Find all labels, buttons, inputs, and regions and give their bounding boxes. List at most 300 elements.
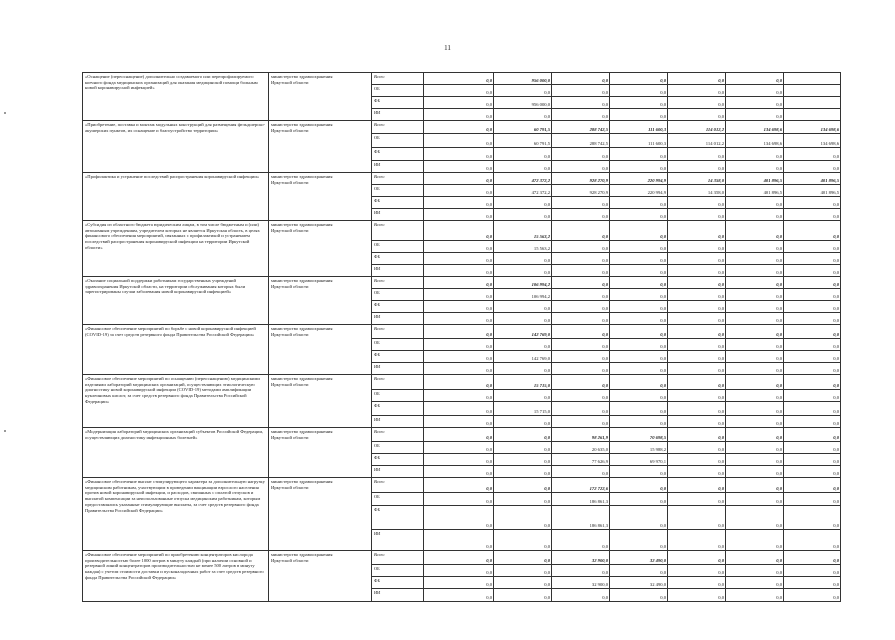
amount-cell: 0,0: [610, 478, 668, 493]
amount-cell: 0,0: [668, 209, 726, 221]
amount-cell: 0,0: [784, 428, 841, 442]
table-row: [83, 375, 841, 390]
amount-cell: 0,0: [668, 551, 726, 565]
amount-cell: 0,0: [726, 161, 784, 173]
amount-cell: 0,0: [784, 313, 841, 325]
amount-cell: 0,0: [784, 530, 841, 551]
table-row: [83, 325, 841, 339]
amount-cell: 0,0: [552, 313, 610, 325]
amount-cell: 0,0: [610, 375, 668, 390]
amount-cell: 0,0: [610, 209, 668, 221]
amount-cell: 0,0: [726, 221, 784, 241]
amount-cell: 0,0: [494, 85, 552, 97]
amount-cell: 0,0: [610, 506, 668, 530]
amount-cell: 0,0: [494, 390, 552, 402]
amount-cell: 0,0: [726, 351, 784, 363]
amount-cell: 0,0: [726, 339, 784, 351]
executor-cell: [269, 428, 372, 478]
amount-cell: 0,0: [668, 442, 726, 454]
amount-cell: 0,0: [610, 221, 668, 241]
amount-cell: 0,0: [610, 161, 668, 173]
amount-cell: 0,0: [784, 375, 841, 390]
amount-cell: 0,0: [424, 277, 494, 289]
amount-cell: 0,0: [494, 109, 552, 121]
amount-cell: 0,0: [424, 339, 494, 351]
amount-cell: 0,0: [668, 402, 726, 416]
executor-cell: [269, 121, 372, 173]
funding-source: ИИ: [372, 161, 424, 173]
executor-line: Иркутской области: [271, 331, 309, 337]
amount-cell: 0,0: [784, 478, 841, 493]
amount-cell: 0,0: [784, 466, 841, 478]
executor-line: Иркутской области: [271, 179, 309, 185]
amount-cell: 0,0: [668, 565, 726, 577]
amount-cell: 0,0: [424, 466, 494, 478]
amount-cell: 0,0: [784, 289, 841, 301]
amount-cell: 0,0: [610, 466, 668, 478]
amount-cell: 0,0: [668, 390, 726, 402]
amount-cell: 0,0: [668, 325, 726, 339]
amount-cell: 0,0: [610, 253, 668, 265]
executor-line: Иркутской области: [271, 557, 309, 563]
amount-cell: 15 715,0: [494, 402, 552, 416]
amount-cell: 0,0: [726, 493, 784, 506]
amount-cell: 0,0: [726, 148, 784, 161]
amount-cell: 401 896,5: [784, 185, 841, 197]
amount-cell: 0,0: [424, 506, 494, 530]
amount-cell: 60 791,5: [494, 121, 552, 134]
amount-cell: 32 490,0: [610, 577, 668, 589]
amount-cell: 0,0: [726, 197, 784, 209]
table-row: [83, 478, 841, 493]
amount-cell: 69 970,1: [610, 454, 668, 466]
measure-name: «Финансовое обеспечение мероприятий по оснащению (переоснащению) медицинскими изделиями лабораторий медицинских организаций, осуществляющих этиологическую диагностику новой коронавирусной инфекции (COVID-19) методами амплификации нуклеиновых кислот, за счет средств резервного фонда Правительства Российской Федерации»: [83, 375, 269, 428]
funding-source: ИИ: [372, 109, 424, 121]
amount-cell: 928 270,9: [552, 185, 610, 197]
amount-cell: 0,0: [552, 73, 610, 85]
executor-line: министерство здравоохранения: [271, 376, 333, 381]
amount-cell: 0,0: [424, 402, 494, 416]
amount-cell: 0,0: [552, 277, 610, 289]
page-number: 11: [444, 44, 451, 52]
amount-cell: 111 600,3: [610, 121, 668, 134]
amount-cell: 0,0: [424, 351, 494, 363]
funding-source: ФБ: [372, 97, 424, 109]
amount-cell: 134 698,6: [726, 121, 784, 134]
measure-name: «Приобретение, поставка и монтаж модульных конструкций для размещения фельдшерско-акушерских пунктов, их оснащение и благоустройство территории»: [83, 121, 269, 173]
amount-cell: 0,0: [424, 363, 494, 375]
amount-cell: 0,0: [784, 442, 841, 454]
amount-cell: 0,0: [552, 289, 610, 301]
amount-cell: 0,0: [424, 478, 494, 493]
funding-source: Всего: [372, 375, 424, 390]
amount-cell: 15 563,2: [494, 241, 552, 253]
funding-source: Всего: [372, 478, 424, 493]
amount-cell: 0,0: [726, 241, 784, 253]
executor-line: Иркутской области: [271, 484, 309, 490]
amount-cell: 0,0: [552, 530, 610, 551]
amount-cell: 0,0: [610, 313, 668, 325]
amount-cell: 70 698,5: [610, 428, 668, 442]
amount-cell: 0,0: [784, 241, 841, 253]
amount-cell: 0,0: [494, 589, 552, 602]
funding-source: Всего: [372, 277, 424, 289]
amount-cell: 0,0: [610, 565, 668, 577]
amount-cell: 0,0: [668, 313, 726, 325]
amount-cell: 0,0: [726, 478, 784, 493]
amount-cell: 0,0: [726, 109, 784, 121]
amount-cell: 172 722,6: [552, 478, 610, 493]
amount-cell: 0,0: [424, 428, 494, 442]
amount-cell: 0,0: [552, 109, 610, 121]
executor-line: министерство здравоохранения: [271, 174, 333, 179]
measure-name: «Финансовое обеспечение выплат стимулирующего характера за дополнительную нагрузку медицинским работникам, участвующим в проведении вакцинации взрослого населения против новой коронавирусной инфекции, и расходов, связанных с оплатой отпусков и выплатой компенсации за неиспользованные отпуска медицинским работникам, которым предоставлялись указанные стимулирующие выплаты, за счет средств резервного фонда Правительства Российской Федерации»: [83, 478, 269, 551]
amount-cell: 134 698,6: [784, 134, 841, 148]
amount-cell: 0,0: [784, 221, 841, 241]
amount-cell: 0,0: [424, 97, 494, 109]
amount-cell: 0,0: [610, 325, 668, 339]
amount-cell: 0,0: [668, 277, 726, 289]
executor-line: министерство здравоохранения: [271, 222, 333, 227]
amount-cell: 0,0: [494, 428, 552, 442]
amount-cell: 401 896,5: [726, 173, 784, 185]
amount-cell: 142 769,0: [494, 325, 552, 339]
funding-source: ФБ: [372, 197, 424, 209]
executor-line: министерство здравоохранения: [271, 552, 333, 557]
amount-cell: 0,0: [668, 301, 726, 313]
amount-cell: 0,0: [552, 375, 610, 390]
funding-source: ФБ: [372, 301, 424, 313]
amount-cell: 0,0: [668, 85, 726, 97]
executor-line: министерство здравоохранения: [271, 429, 333, 434]
amount-cell: 0,0: [784, 506, 841, 530]
amount-cell: 0,0: [610, 109, 668, 121]
amount-cell: 0,0: [610, 241, 668, 253]
amount-cell: 0,0: [552, 363, 610, 375]
amount-cell: 0,0: [726, 97, 784, 109]
table-row: [83, 121, 841, 134]
amount-cell: 0,0: [784, 577, 841, 589]
amount-cell: 0,0: [552, 97, 610, 109]
amount-cell: 0,0: [726, 325, 784, 339]
amount-cell: 0,0: [726, 402, 784, 416]
amount-cell: 0,0: [494, 506, 552, 530]
amount-cell: 0,0: [424, 73, 494, 85]
amount-cell: 0,0: [726, 209, 784, 221]
funding-source: ФБ: [372, 253, 424, 265]
amount-cell: 0,0: [726, 277, 784, 289]
amount-cell: 956 000,0: [494, 97, 552, 109]
amount-cell: 0,0: [726, 454, 784, 466]
amount-cell: 0,0: [424, 221, 494, 241]
amount-cell: 0,0: [610, 289, 668, 301]
executor-cell: [269, 478, 372, 551]
amount-cell: 0,0: [668, 253, 726, 265]
scan-mark: [4, 430, 6, 432]
funding-source: Всего: [372, 221, 424, 241]
amount-cell: 288 742,5: [552, 121, 610, 134]
table-row: [83, 73, 841, 85]
funding-source: ИИ: [372, 416, 424, 428]
table-row: [83, 173, 841, 185]
amount-cell: 0,0: [784, 402, 841, 416]
amount-cell: 0,0: [424, 442, 494, 454]
amount-cell: 0,0: [552, 265, 610, 277]
amount-cell: 0,0: [424, 109, 494, 121]
amount-cell: 0,0: [726, 301, 784, 313]
amount-cell: 0,0: [552, 565, 610, 577]
funding-source: ОБ: [372, 565, 424, 577]
amount-cell: 0,0: [424, 265, 494, 277]
amount-cell: 0,0: [424, 313, 494, 325]
funding-source: Всего: [372, 428, 424, 442]
amount-cell: 0,0: [668, 589, 726, 602]
amount-cell: 220 994,9: [610, 173, 668, 185]
amount-cell: 0,0: [424, 197, 494, 209]
table-row: [83, 221, 841, 241]
amount-cell: 0,0: [424, 325, 494, 339]
funding-source: ФБ: [372, 577, 424, 589]
amount-cell: [784, 73, 841, 85]
amount-cell: 0,0: [726, 442, 784, 454]
amount-cell: 32 900,0: [552, 551, 610, 565]
amount-cell: 220 994,9: [610, 185, 668, 197]
amount-cell: 14 358,0: [668, 173, 726, 185]
amount-cell: 0,0: [424, 565, 494, 577]
amount-cell: 0,0: [726, 390, 784, 402]
amount-cell: 15 563,2: [494, 221, 552, 241]
amount-cell: 0,0: [668, 339, 726, 351]
amount-cell: 0,0: [784, 551, 841, 565]
executor-line: министерство здравоохранения: [271, 326, 333, 331]
amount-cell: 0,0: [424, 134, 494, 148]
amount-cell: 0,0: [784, 589, 841, 602]
amount-cell: 0,0: [668, 454, 726, 466]
amount-cell: 0,0: [726, 530, 784, 551]
amount-cell: 0,0: [668, 363, 726, 375]
executor-line: министерство здравоохранения: [271, 479, 333, 484]
amount-cell: 0,0: [424, 148, 494, 161]
amount-cell: 0,0: [726, 577, 784, 589]
amount-cell: 0,0: [668, 416, 726, 428]
amount-cell: 0,0: [784, 454, 841, 466]
amount-cell: 0,0: [552, 209, 610, 221]
amount-cell: 0,0: [552, 253, 610, 265]
amount-cell: 0,0: [494, 161, 552, 173]
amount-cell: [784, 97, 841, 109]
funding-source: ОБ: [372, 241, 424, 253]
amount-cell: 0,0: [494, 416, 552, 428]
amount-cell: 0,0: [424, 493, 494, 506]
amount-cell: 0,0: [784, 416, 841, 428]
funding-source: ОБ: [372, 493, 424, 506]
amount-cell: 0,0: [494, 197, 552, 209]
amount-cell: 0,0: [668, 530, 726, 551]
amount-cell: 114 012,2: [668, 134, 726, 148]
amount-cell: 15 715,0: [494, 375, 552, 390]
amount-cell: 0,0: [726, 589, 784, 602]
amount-cell: 0,0: [610, 530, 668, 551]
amount-cell: 0,0: [610, 73, 668, 85]
amount-cell: 0,0: [610, 339, 668, 351]
table-row: [83, 551, 841, 565]
amount-cell: 0,0: [726, 506, 784, 530]
amount-cell: 0,0: [726, 565, 784, 577]
amount-cell: 0,0: [668, 466, 726, 478]
measure-name: «Финансовое обеспечение мероприятий по борьбе с новой коронавирусной инфекцией (COVID-19) за счет средств резервного фонда Правительства Российской Федерации»: [83, 325, 269, 375]
executor-line: Иркутской области: [271, 283, 309, 289]
amount-cell: 0,0: [494, 478, 552, 493]
amount-cell: 472 372,2: [494, 173, 552, 185]
amount-cell: 0,0: [424, 301, 494, 313]
amount-cell: 0,0: [494, 209, 552, 221]
funding-source: ИИ: [372, 466, 424, 478]
funding-source: ИИ: [372, 209, 424, 221]
amount-cell: 0,0: [424, 253, 494, 265]
measure-name: «Оснащение (переоснащение) дополнительно создаваемого или перепрофилируемого коечного фонда медицинских организаций для оказания медицинской помощи больным новой коронавирусной инфекцией»: [83, 73, 269, 121]
amount-cell: 0,0: [726, 428, 784, 442]
amount-cell: 77 626,9: [552, 454, 610, 466]
measure-name: «Оказание социальной поддержки работникам государственных учреждений здравоохранения Иркутской области, на территории обслуживания которых были зарегистрированы случаи заболевания новой коронавирусной инфекцией»: [83, 277, 269, 325]
amount-cell: [784, 85, 841, 97]
amount-cell: 0,0: [784, 390, 841, 402]
amount-cell: 142 769,0: [494, 351, 552, 363]
funding-source: ОБ: [372, 85, 424, 97]
amount-cell: 0,0: [424, 289, 494, 301]
amount-cell: 0,0: [424, 185, 494, 197]
amount-cell: 0,0: [668, 351, 726, 363]
amount-cell: 0,0: [784, 325, 841, 339]
amount-cell: 0,0: [552, 402, 610, 416]
amount-cell: 0,0: [726, 85, 784, 97]
amount-cell: 0,0: [552, 416, 610, 428]
measure-name: «Профилактика и устранение последствий распространения коронавирусной инфекции»: [83, 173, 269, 221]
amount-cell: 0,0: [610, 97, 668, 109]
amount-cell: 134 698,6: [784, 121, 841, 134]
amount-cell: 0,0: [726, 289, 784, 301]
executor-line: министерство здравоохранения: [271, 278, 333, 283]
amount-cell: 0,0: [424, 173, 494, 185]
funding-source: ИИ: [372, 363, 424, 375]
amount-cell: 0,0: [552, 301, 610, 313]
amount-cell: 0,0: [494, 493, 552, 506]
funding-source: ОБ: [372, 390, 424, 402]
amount-cell: 0,0: [726, 551, 784, 565]
amount-cell: 0,0: [552, 339, 610, 351]
amount-cell: 0,0: [668, 375, 726, 390]
amount-cell: 0,0: [610, 390, 668, 402]
amount-cell: 0,0: [726, 375, 784, 390]
amount-cell: 0,0: [424, 551, 494, 565]
funding-source: ФБ: [372, 351, 424, 363]
amount-cell: 0,0: [726, 313, 784, 325]
amount-cell: 15 988,2: [610, 442, 668, 454]
amount-cell: 0,0: [668, 97, 726, 109]
executor-line: Иркутской области: [271, 127, 309, 133]
amount-cell: 186 861,3: [552, 506, 610, 530]
amount-cell: 0,0: [552, 197, 610, 209]
funding-source: ФБ: [372, 454, 424, 466]
amount-cell: 0,0: [784, 493, 841, 506]
funding-source: Всего: [372, 325, 424, 339]
amount-cell: 0,0: [784, 265, 841, 277]
amount-cell: 0,0: [784, 301, 841, 313]
amount-cell: 0,0: [494, 454, 552, 466]
funding-source: Всего: [372, 173, 424, 185]
amount-cell: 0,0: [784, 253, 841, 265]
funding-source: ОБ: [372, 185, 424, 197]
amount-cell: 928 270,9: [552, 173, 610, 185]
amount-cell: 0,0: [668, 73, 726, 85]
amount-cell: 0,0: [494, 253, 552, 265]
measure-name: «Финансовое обеспечение мероприятий по приобретению концентраторов кислорода производительностью более 1000 литров в минуту каждый (при наличии основной и резервной линий концентраторов производительностью не менее 500 литров в минуту каждая) с учетом стоимости доставки и пусконаладочных работ за счет средств резервного фонда Правительства Российской Федерации»: [83, 551, 269, 602]
amount-cell: 0,0: [424, 589, 494, 602]
amount-cell: 134 698,6: [726, 134, 784, 148]
measure-name: «Субсидия из областного бюджета юридическим лицам, в том числе бюджетным и (или) автономным учреждениям, учредителем которых не является Иркутская область, в целях финансового обеспечения мероприятий, связанных с профилактикой и устранением последствий распространения коронавирусной инфекции на территории Иркутской области»: [83, 221, 269, 277]
amount-cell: 0,0: [668, 148, 726, 161]
amount-cell: 0,0: [494, 339, 552, 351]
funding-source: ИИ: [372, 265, 424, 277]
amount-cell: 0,0: [610, 85, 668, 97]
amount-cell: 0,0: [424, 416, 494, 428]
amount-cell: 60 791,5: [494, 134, 552, 148]
funding-source: ОБ: [372, 339, 424, 351]
amount-cell: 0,0: [424, 454, 494, 466]
amount-cell: 0,0: [726, 265, 784, 277]
amount-cell: 0,0: [784, 161, 841, 173]
table-row: [83, 277, 841, 289]
funding-source: ИИ: [372, 313, 424, 325]
amount-cell: 106 994,2: [494, 289, 552, 301]
amount-cell: 0,0: [726, 73, 784, 85]
amount-cell: 0,0: [784, 565, 841, 577]
funding-source: ФБ: [372, 148, 424, 161]
amount-cell: 111 600,3: [610, 134, 668, 148]
amount-cell: 0,0: [494, 565, 552, 577]
amount-cell: 0,0: [784, 209, 841, 221]
amount-cell: 106 994,2: [494, 277, 552, 289]
executor-cell: [269, 173, 372, 221]
amount-cell: 0,0: [668, 221, 726, 241]
amount-cell: 0,0: [494, 301, 552, 313]
amount-cell: 0,0: [668, 577, 726, 589]
amount-cell: 0,0: [784, 363, 841, 375]
amount-cell: 0,0: [552, 589, 610, 602]
executor-cell: [269, 375, 372, 428]
amount-cell: 0,0: [726, 253, 784, 265]
amount-cell: 0,0: [610, 351, 668, 363]
amount-cell: 0,0: [424, 161, 494, 173]
amount-cell: 0,0: [610, 301, 668, 313]
amount-cell: 0,0: [784, 197, 841, 209]
amount-cell: 0,0: [424, 241, 494, 253]
amount-cell: 0,0: [494, 577, 552, 589]
funding-source: ОБ: [372, 134, 424, 148]
amount-cell: 0,0: [494, 551, 552, 565]
funding-source: ИИ: [372, 530, 424, 551]
amount-cell: 0,0: [552, 241, 610, 253]
amount-cell: 0,0: [494, 148, 552, 161]
amount-cell: 0,0: [552, 148, 610, 161]
amount-cell: 32 900,0: [552, 577, 610, 589]
executor-cell: [269, 325, 372, 375]
amount-cell: 0,0: [610, 589, 668, 602]
executor-cell: [269, 73, 372, 121]
amount-cell: 0,0: [610, 265, 668, 277]
amount-cell: 0,0: [424, 530, 494, 551]
amount-cell: 0,0: [784, 277, 841, 289]
amount-cell: 0,0: [668, 197, 726, 209]
